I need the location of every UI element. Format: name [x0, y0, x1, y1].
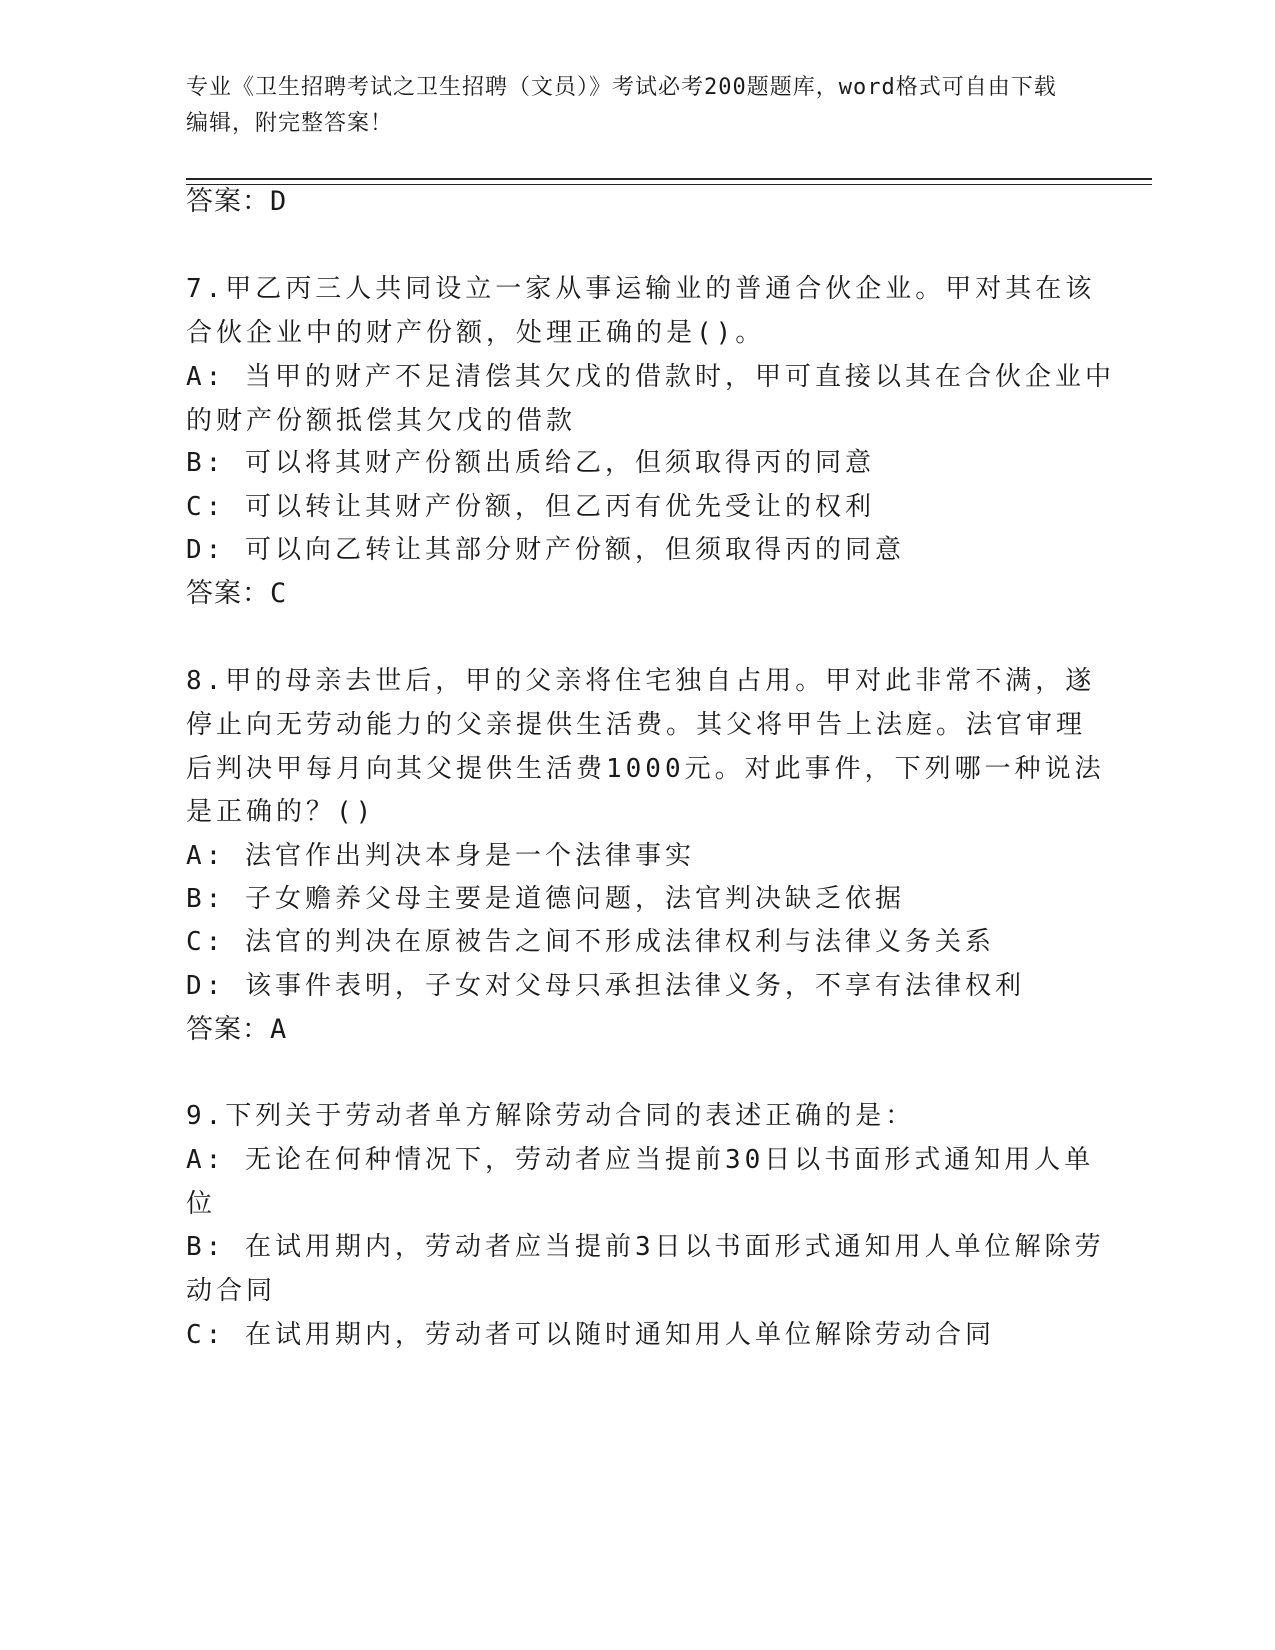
header-rule-thin	[186, 184, 1152, 185]
question-7-text-line-2: 合伙企业中的财产份额，处理正确的是()。	[186, 318, 766, 348]
question-9-option-c: C: 在试用期内，劳动者可以随时通知用人单位解除劳动合同	[186, 1320, 995, 1350]
question-7-text-line-1: 7.甲乙丙三人共同设立一家从事运输业的普通合伙企业。甲对其在该	[186, 274, 1096, 304]
question-9-option-b-line-2: 动合同	[186, 1276, 277, 1306]
question-8-text-line-1: 8.甲的母亲去世后，甲的父亲将住宅独自占用。甲对此非常不满，遂	[186, 666, 1096, 696]
question-8-option-d: D: 该事件表明，子女对父母只承担法律义务，不享有法律权利	[186, 971, 1025, 1001]
question-8-option-a: A: 法官作出判决本身是一个法律事实	[186, 841, 695, 871]
header-rule-thick	[186, 178, 1152, 180]
question-8-option-b: B: 子女赡养父母主要是道德问题，法官判决缺乏依据	[186, 884, 905, 914]
question-8-text-line-4: 是正确的？()	[186, 797, 376, 827]
answer-prev: 答案：D	[186, 186, 288, 217]
document-header: 专业《卫生招聘考试之卫生招聘（文员）》考试必考200题题库，word格式可自由下载编辑，附完整答案！	[186, 75, 1057, 136]
question-7-option-a-line-2: 的财产份额抵偿其欠戊的借款	[186, 406, 577, 436]
question-7-option-d: D: 可以向乙转让其部分财产份额，但须取得丙的同意	[186, 535, 905, 565]
question-8-answer: 答案：A	[186, 1014, 288, 1045]
question-9-option-a-line-1: A: 无论在何种情况下，劳动者应当提前30日以书面形式通知用人单	[186, 1145, 1095, 1175]
question-9-text-line-1: 9.下列关于劳动者单方解除劳动合同的表述正确的是：	[186, 1101, 916, 1131]
question-9-option-b-line-1: B: 在试用期内，劳动者应当提前3日以书面形式通知用人单位解除劳	[186, 1232, 1105, 1262]
question-9-option-a-line-2: 位	[186, 1189, 217, 1219]
question-7-option-b: B: 可以将其财产份额出质给乙，但须取得丙的同意	[186, 448, 875, 478]
question-7-option-c: C: 可以转让其财产份额，但乙丙有优先受让的权利	[186, 492, 875, 522]
question-8-option-c: C: 法官的判决在原被告之间不形成法律权利与法律义务关系	[186, 927, 995, 957]
question-8-text-line-2: 停止向无劳动能力的父亲提供生活费。其父将甲告上法庭。法官审理	[186, 710, 1087, 740]
question-7-answer: 答案：C	[186, 578, 288, 609]
question-7-option-a-line-1: A: 当甲的财产不足清偿其欠戊的借款时，甲可直接以其在合伙企业中	[186, 362, 1115, 392]
question-8-text-line-3: 后判决甲每月向其父提供生活费1000元。对此事件，下列哪一种说法	[186, 754, 1105, 784]
